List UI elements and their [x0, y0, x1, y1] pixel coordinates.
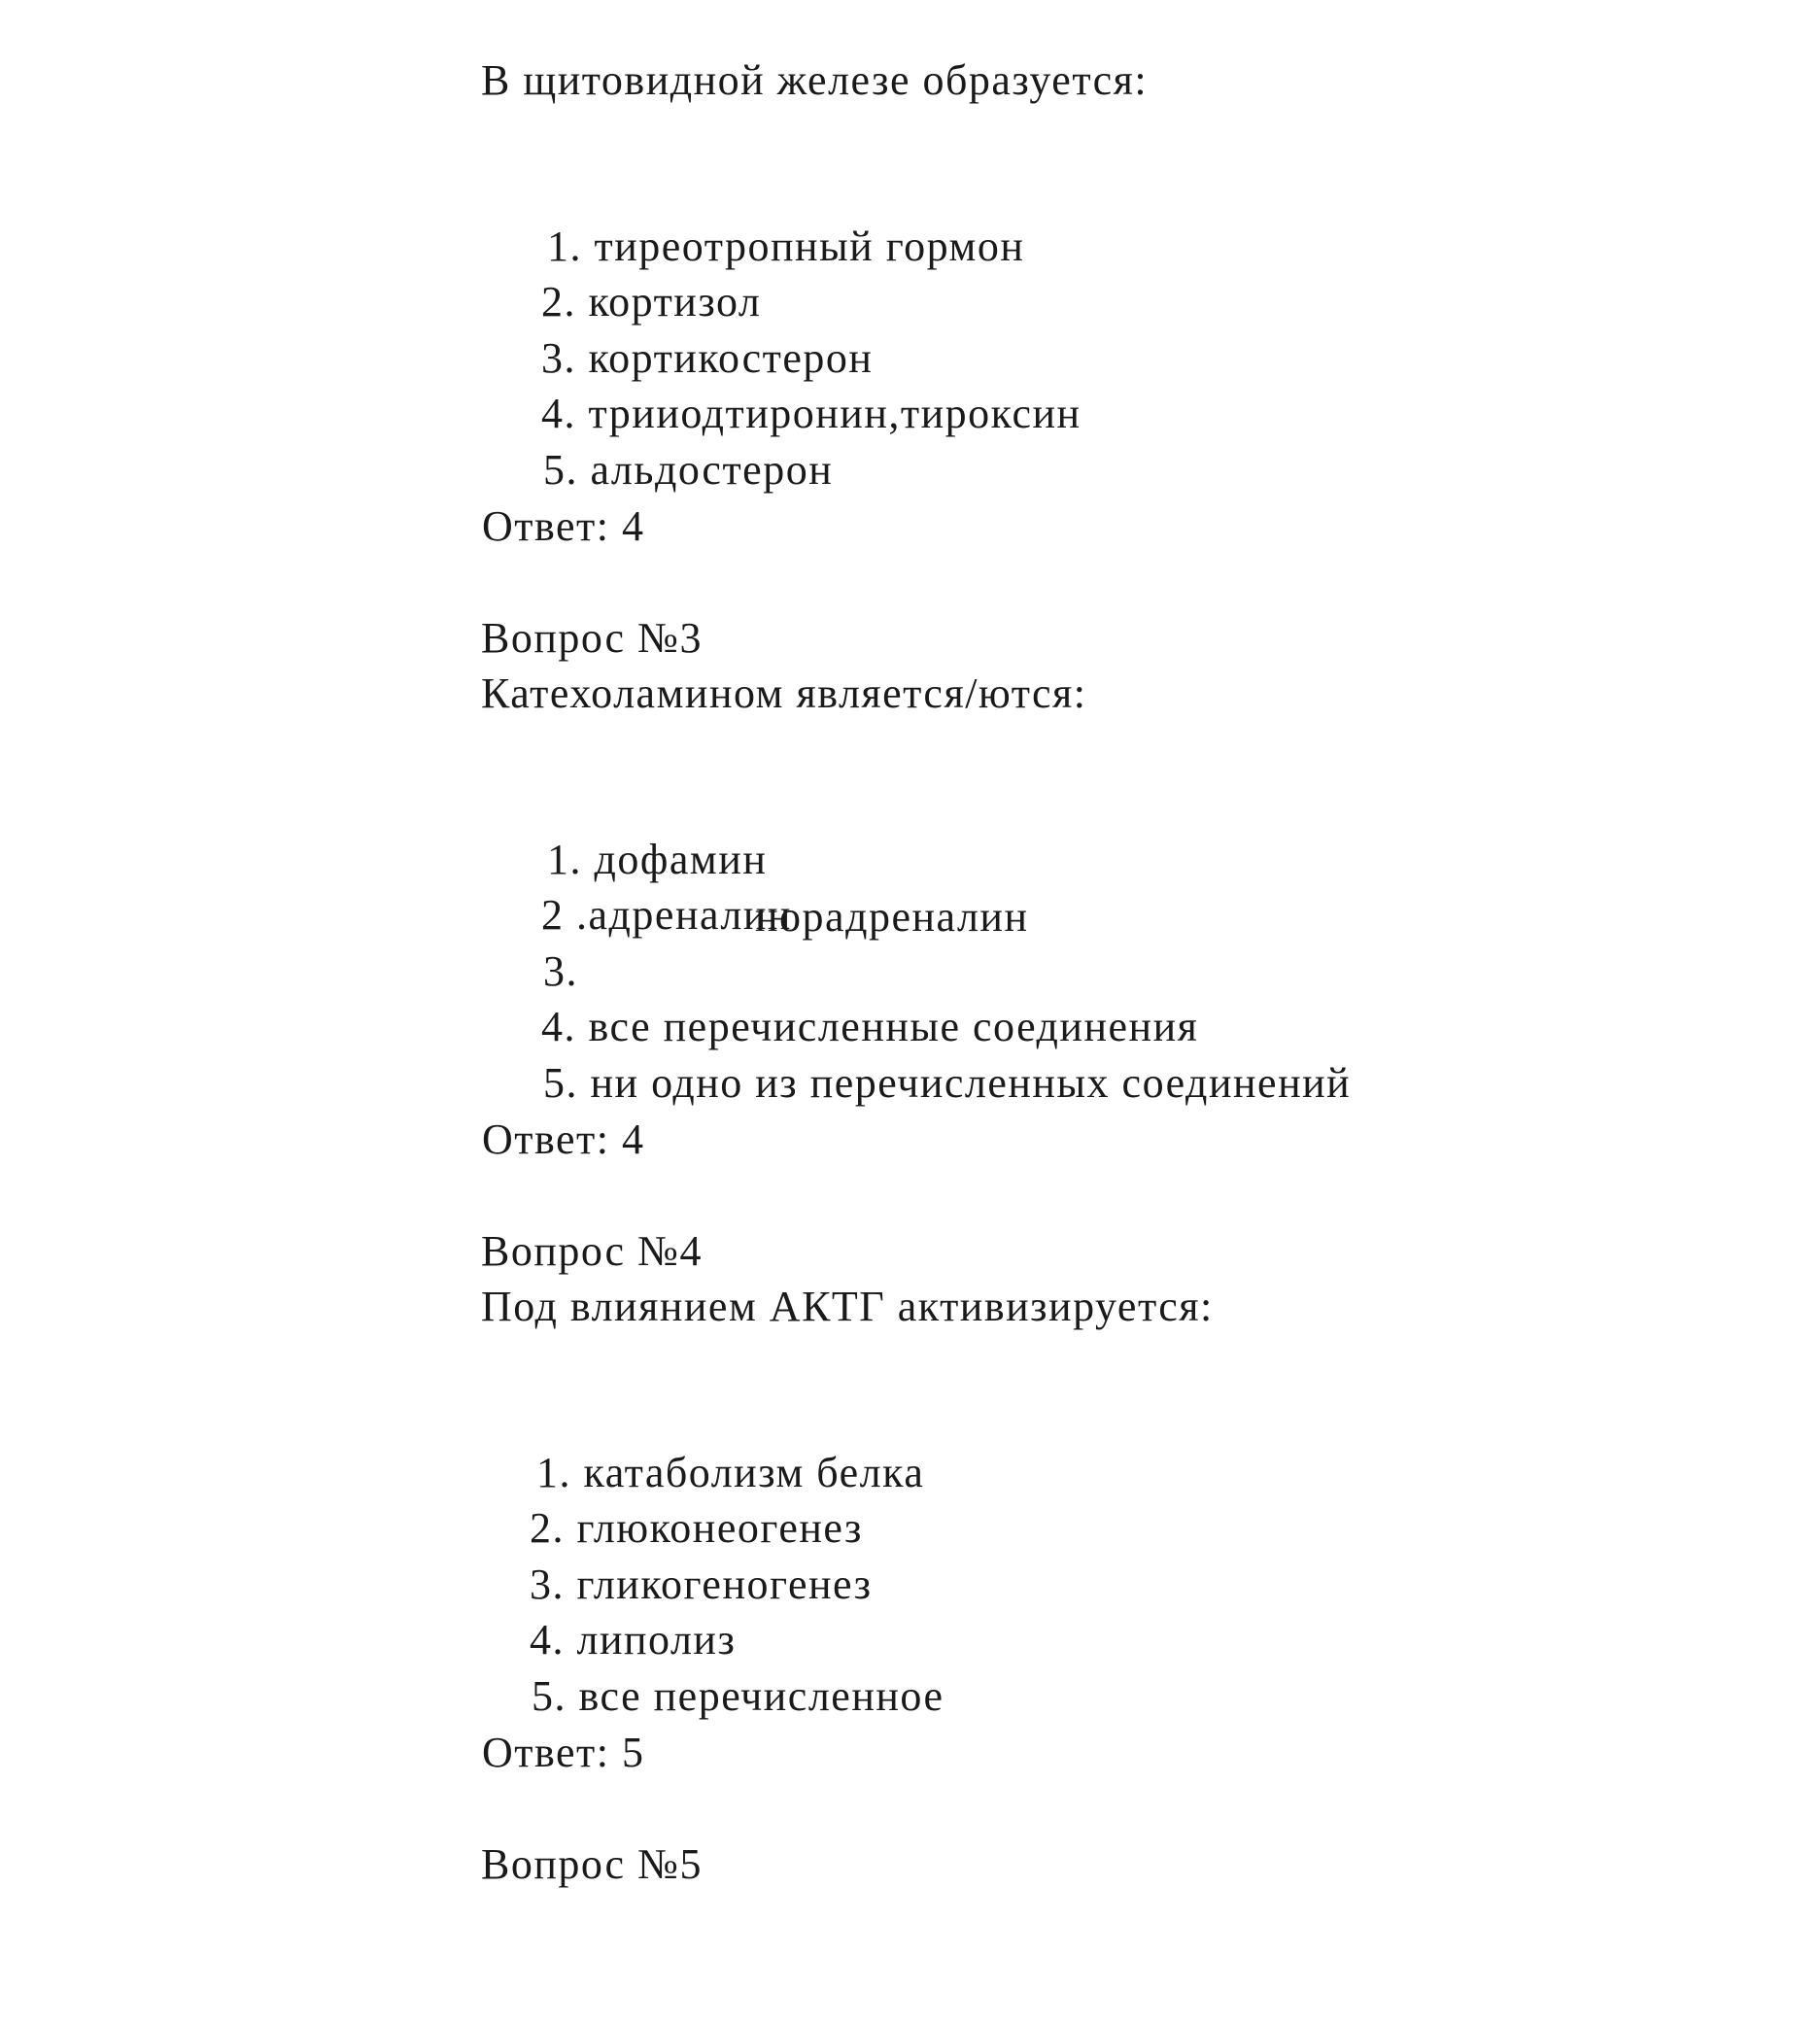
option-text: дофамин — [594, 836, 768, 883]
answer-line: Ответ: 5 — [482, 1729, 645, 1776]
question-heading: Вопрос №5 — [481, 1840, 703, 1888]
option-number: 4. — [541, 1003, 576, 1050]
option-text: липолиз — [576, 1616, 737, 1664]
option-number: 1. — [536, 1449, 571, 1496]
option-text: катаболизм белка — [583, 1449, 925, 1496]
option-number: 4. — [530, 1616, 565, 1664]
option-text: глюконеогенез — [576, 1504, 863, 1552]
question-heading: Вопрос №4 — [481, 1227, 703, 1275]
option-text: тиреотропный гормон — [594, 223, 1025, 270]
option-number: 3. — [530, 1561, 565, 1608]
option-number: 3. — [543, 947, 578, 995]
option-text: трииодтиронин,тироксин — [588, 390, 1082, 437]
option-number: 5. — [532, 1672, 567, 1720]
option-text: адреналин — [588, 891, 792, 939]
question-heading: Вопрос №3 — [481, 614, 703, 662]
option-text: гликогеногенез — [576, 1561, 873, 1608]
option-number: 2. — [541, 278, 576, 326]
option-text: норадреналин — [755, 893, 1029, 941]
answer-line: Ответ: 4 — [482, 1115, 645, 1163]
option-text: ни одно из перечисленных соединений — [590, 1059, 1352, 1107]
option-number: 2. — [530, 1504, 565, 1552]
answer-line: Ответ: 4 — [482, 502, 645, 550]
question-prompt: Катехоламином является/ются: — [481, 669, 1087, 717]
option-number: 5. — [543, 1059, 578, 1107]
option-number: 2 . — [541, 891, 589, 939]
option-text: альдостерон — [590, 446, 834, 494]
question-prompt: Под влиянием АКТГ активизируется: — [481, 1283, 1214, 1330]
option-number: 4. — [541, 390, 576, 437]
option-text: кортикостерон — [588, 334, 874, 382]
option-number: 1. — [547, 223, 582, 270]
option-number: 3. — [541, 334, 576, 382]
option-text: кортизол — [588, 278, 762, 326]
option-number: 5. — [543, 446, 578, 494]
option-text: все перечисленные соединения — [588, 1003, 1199, 1050]
option-text: все перечисленное — [578, 1672, 944, 1720]
option-number: 1. — [547, 836, 582, 883]
question-prompt: В щитовидной железе образуется: — [481, 56, 1149, 104]
